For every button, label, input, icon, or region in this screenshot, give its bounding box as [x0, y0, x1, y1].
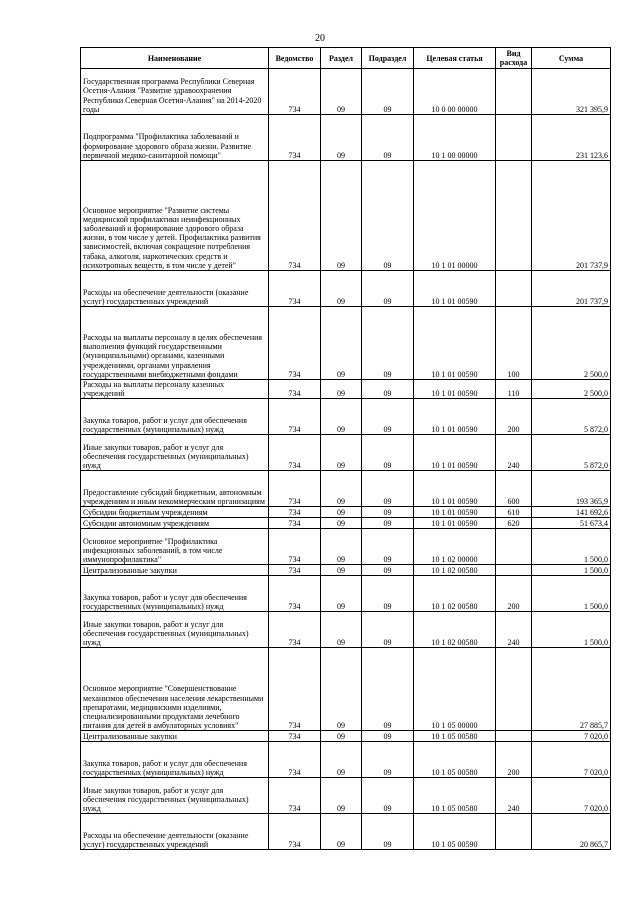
row-sum: 5 872,0 — [532, 435, 611, 471]
row-subsection: 09 — [362, 742, 414, 778]
row-target-article: 10 1 02 00580 — [414, 576, 496, 612]
row-department: 734 — [269, 778, 321, 814]
row-name: Иные закупки товаров, работ и услуг для обеспечения государственных (муниципальных) нужд — [81, 778, 269, 814]
table-row — [81, 529, 611, 565]
row-sum: 2 500,0 — [532, 307, 611, 380]
table-row — [81, 648, 611, 731]
row-subsection: 09 — [362, 115, 414, 161]
row-department: 734 — [269, 529, 321, 565]
row-sum: 20 865,7 — [532, 814, 611, 850]
row-expense-type: 200 — [496, 576, 532, 612]
row-subsection: 09 — [362, 69, 414, 115]
row-sum: 1 500,0 — [532, 612, 611, 648]
row-section: 09 — [321, 69, 362, 115]
row-department: 734 — [269, 648, 321, 731]
row-name: Централизованные закупки — [81, 565, 269, 576]
row-section: 09 — [321, 471, 362, 507]
row-expense-type — [496, 115, 532, 161]
table-row — [81, 731, 611, 742]
row-subsection: 09 — [362, 380, 414, 399]
row-name: Централизованные закупки — [81, 731, 269, 742]
header-name: Наименование — [81, 48, 269, 69]
row-expense-type: 240 — [496, 612, 532, 648]
row-subsection: 09 — [362, 507, 414, 518]
row-expense-type: 240 — [496, 778, 532, 814]
row-section: 09 — [321, 380, 362, 399]
row-expense-type: 620 — [496, 518, 532, 529]
header-subsection: Подраздел — [362, 48, 414, 69]
row-name: Закупка товаров, работ и услуг для обеспечения государственных (муниципальных) нужд — [81, 399, 269, 435]
row-sum: 2 500,0 — [532, 380, 611, 399]
row-section: 09 — [321, 399, 362, 435]
row-target-article: 10 1 02 00000 — [414, 529, 496, 565]
row-name: Иные закупки товаров, работ и услуг для обеспечения государственных (муниципальных) нужд — [81, 612, 269, 648]
row-name: Расходы на выплаты персоналу казенных учреждений — [81, 380, 269, 399]
row-section: 09 — [321, 161, 362, 271]
row-section: 09 — [321, 742, 362, 778]
row-department: 734 — [269, 115, 321, 161]
row-subsection: 09 — [362, 612, 414, 648]
table-row — [81, 69, 611, 115]
row-expense-type — [496, 814, 532, 850]
row-subsection: 09 — [362, 731, 414, 742]
row-target-article: 10 1 01 00590 — [414, 471, 496, 507]
row-target-article: 10 1 01 00000 — [414, 161, 496, 271]
row-target-article: 10 1 05 00590 — [414, 814, 496, 850]
row-department: 734 — [269, 471, 321, 507]
table-row — [81, 271, 611, 307]
header-target-article: Целевая статья — [414, 48, 496, 69]
row-expense-type: 240 — [496, 435, 532, 471]
row-expense-type: 200 — [496, 399, 532, 435]
header-sum: Сумма — [532, 48, 611, 69]
row-subsection: 09 — [362, 307, 414, 380]
row-target-article: 10 1 01 00590 — [414, 380, 496, 399]
row-name: Расходы на обеспечение деятельности (оказание услуг) государственных учреждений — [81, 271, 269, 307]
table-row — [81, 115, 611, 161]
table-row — [81, 742, 611, 778]
row-sum: 7 020,0 — [532, 731, 611, 742]
row-name: Основное мероприятие "Совершенствование механизмов обеспечения населения лекарственными препаратами, медицинскими изделиями, специализированными продуктами лечебного питания для детей в амбулаторных условиях" — [81, 648, 269, 731]
table-header-row — [81, 48, 611, 69]
table-row — [81, 307, 611, 380]
page-number: 20 — [315, 33, 325, 44]
row-subsection: 09 — [362, 576, 414, 612]
header-section: Раздел — [321, 48, 362, 69]
row-sum: 141 692,6 — [532, 507, 611, 518]
row-section: 09 — [321, 648, 362, 731]
row-name: Основное мероприятие "Развитие системы медицинской профилактики неинфекционных заболеваний и формирование здорового образа жизни, в том числе у детей. Профилактика развития зависимостей, включая сокращение потребления табака, алкоголя, наркотических средств и психотропных веществ, в том числе у детей" — [81, 161, 269, 271]
row-section: 09 — [321, 576, 362, 612]
row-department: 734 — [269, 380, 321, 399]
table-row — [81, 612, 611, 648]
row-expense-type: 110 — [496, 380, 532, 399]
row-department: 734 — [269, 307, 321, 380]
row-department: 734 — [269, 435, 321, 471]
row-subsection: 09 — [362, 778, 414, 814]
row-subsection: 09 — [362, 814, 414, 850]
row-expense-type — [496, 69, 532, 115]
row-sum: 51 673,4 — [532, 518, 611, 529]
row-sum: 231 123,6 — [532, 115, 611, 161]
row-subsection: 09 — [362, 565, 414, 576]
row-sum: 1 500,0 — [532, 529, 611, 565]
row-name: Закупка товаров, работ и услуг для обеспечения государственных (муниципальных) нужд — [81, 576, 269, 612]
row-sum: 321 395,9 — [532, 69, 611, 115]
row-department: 734 — [269, 507, 321, 518]
row-section: 09 — [321, 529, 362, 565]
row-subsection: 09 — [362, 518, 414, 529]
row-name: Государственная программа Республики Северная Осетия-Алания "Развитие здравоохранения Республики Северная Осетия-Алания" на 2014-2020 годы — [81, 69, 269, 115]
row-department: 734 — [269, 612, 321, 648]
row-target-article: 10 1 05 00580 — [414, 742, 496, 778]
row-sum: 1 500,0 — [532, 576, 611, 612]
row-section: 09 — [321, 271, 362, 307]
table-row — [81, 435, 611, 471]
row-name: Расходы на выплаты персоналу в целях обеспечения выполнения функций государственными (муниципальными) органами, казенными учреждениями, органами управления государственными внебюджетными фондами — [81, 307, 269, 380]
row-target-article: 10 1 01 00590 — [414, 507, 496, 518]
row-sum: 193 365,9 — [532, 471, 611, 507]
row-department: 734 — [269, 576, 321, 612]
row-target-article: 10 1 01 00590 — [414, 307, 496, 380]
row-name: Иные закупки товаров, работ и услуг для обеспечения государственных (муниципальных) нужд — [81, 435, 269, 471]
row-name: Предоставление субсидий бюджетным, автономным учреждениям и иным некоммерческим организациям — [81, 471, 269, 507]
row-section: 09 — [321, 731, 362, 742]
row-name: Субсидии автономным учреждениям — [81, 518, 269, 529]
row-expense-type — [496, 161, 532, 271]
row-section: 09 — [321, 435, 362, 471]
row-department: 734 — [269, 69, 321, 115]
row-target-article: 10 1 02 00580 — [414, 612, 496, 648]
row-expense-type — [496, 565, 532, 576]
row-target-article: 10 1 01 00590 — [414, 271, 496, 307]
row-target-article: 10 1 05 00580 — [414, 778, 496, 814]
table-row — [81, 507, 611, 518]
row-sum: 5 872,0 — [532, 399, 611, 435]
row-sum: 27 885,7 — [532, 648, 611, 731]
row-target-article: 10 0 00 00000 — [414, 69, 496, 115]
row-subsection: 09 — [362, 435, 414, 471]
row-subsection: 09 — [362, 648, 414, 731]
row-department: 734 — [269, 565, 321, 576]
row-expense-type — [496, 731, 532, 742]
row-target-article: 10 1 01 00590 — [414, 518, 496, 529]
row-department: 734 — [269, 731, 321, 742]
row-department: 734 — [269, 399, 321, 435]
row-expense-type — [496, 529, 532, 565]
row-name: Подпрограмма "Профилактика заболеваний и формирование здорового образа жизни. Развитие первичной медико-санитарной помощи" — [81, 115, 269, 161]
row-subsection: 09 — [362, 161, 414, 271]
table-row — [81, 161, 611, 271]
row-sum: 201 737,9 — [532, 161, 611, 271]
row-sum: 201 737,9 — [532, 271, 611, 307]
row-section: 09 — [321, 115, 362, 161]
row-section: 09 — [321, 778, 362, 814]
row-department: 734 — [269, 271, 321, 307]
row-department: 734 — [269, 742, 321, 778]
header-expense-type: Вид расхода — [496, 48, 532, 69]
row-department: 734 — [269, 518, 321, 529]
row-target-article: 10 1 02 00580 — [414, 565, 496, 576]
row-name: Основное мероприятие "Профилактика инфекционных заболеваний, в том числе иммунопрофилактика" — [81, 529, 269, 565]
table-row — [81, 814, 611, 850]
row-expense-type: 610 — [496, 507, 532, 518]
row-section: 09 — [321, 612, 362, 648]
row-sum: 7 020,0 — [532, 742, 611, 778]
table-row — [81, 471, 611, 507]
row-department: 734 — [269, 161, 321, 271]
row-subsection: 09 — [362, 529, 414, 565]
row-name: Расходы на обеспечение деятельности (оказание услуг) государственных учреждений — [81, 814, 269, 850]
table-row — [81, 380, 611, 399]
row-target-article: 10 1 01 00590 — [414, 435, 496, 471]
row-sum: 7 020,0 — [532, 778, 611, 814]
table-row — [81, 576, 611, 612]
row-target-article: 10 1 00 00000 — [414, 115, 496, 161]
budget-table — [80, 47, 611, 850]
table-row — [81, 399, 611, 435]
row-expense-type: 600 — [496, 471, 532, 507]
row-expense-type — [496, 271, 532, 307]
row-section: 09 — [321, 518, 362, 529]
row-department: 734 — [269, 814, 321, 850]
row-section: 09 — [321, 507, 362, 518]
table-row — [81, 518, 611, 529]
table-row — [81, 778, 611, 814]
row-expense-type — [496, 648, 532, 731]
row-name: Субсидии бюджетным учреждениям — [81, 507, 269, 518]
row-expense-type: 100 — [496, 307, 532, 380]
row-name: Закупка товаров, работ и услуг для обеспечения государственных (муниципальных) нужд — [81, 742, 269, 778]
row-expense-type: 200 — [496, 742, 532, 778]
row-sum: 1 500,0 — [532, 565, 611, 576]
row-section: 09 — [321, 814, 362, 850]
row-section: 09 — [321, 307, 362, 380]
row-target-article: 10 1 01 00590 — [414, 399, 496, 435]
row-subsection: 09 — [362, 271, 414, 307]
header-department: Ведомство — [269, 48, 321, 69]
table-row — [81, 565, 611, 576]
row-target-article: 10 1 05 00000 — [414, 648, 496, 731]
row-subsection: 09 — [362, 471, 414, 507]
row-subsection: 09 — [362, 399, 414, 435]
row-target-article: 10 1 05 00580 — [414, 731, 496, 742]
row-section: 09 — [321, 565, 362, 576]
